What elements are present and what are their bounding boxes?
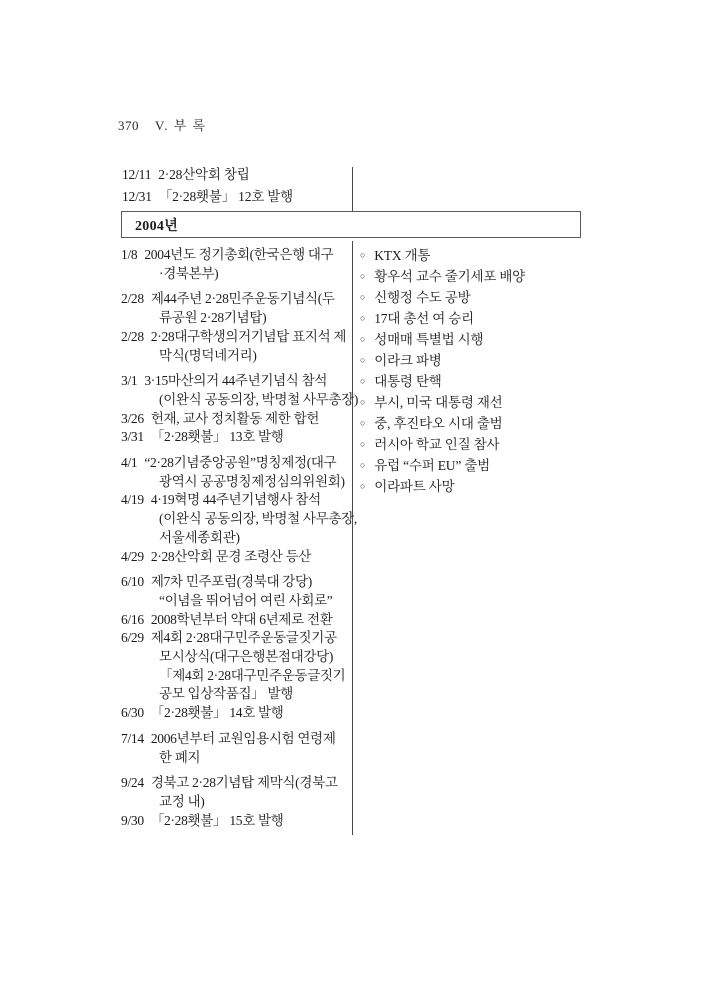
entry-date: 12/31 (122, 189, 152, 204)
timeline-entry (121, 246, 352, 283)
timeline-entry (121, 454, 352, 491)
bullet-item-text: 신행정 수도 공방 (374, 290, 471, 305)
entry-date: 3/1 (121, 373, 138, 389)
bullet-item-text: 유럽 “수퍼 EU” 출범 (374, 458, 491, 473)
entry-text: 「2·28횃불」 14호 발행 (150, 705, 284, 721)
entry-text: “2·28기념중앙공원”명칭제정(대구 (144, 455, 337, 471)
entry-text: 4·19혁명 44주년기념행사 참석 (150, 492, 321, 508)
circle-bullet-icon: ○ (360, 439, 366, 449)
entry-date: 6/10 (121, 574, 144, 590)
circle-bullet-icon: ○ (360, 292, 366, 302)
circle-bullet-icon: ○ (360, 481, 366, 491)
entry-continuation-line: 공모 입상작품집」 발행 (159, 686, 294, 702)
circle-bullet-icon: ○ (360, 250, 366, 260)
timeline-left-column (121, 246, 359, 830)
circle-bullet-icon: ○ (360, 376, 366, 386)
timeline-entry (121, 812, 352, 831)
bullet-item (360, 246, 592, 267)
timeline-entry (121, 428, 352, 447)
timeline-entry (122, 164, 354, 186)
timeline-entry (122, 186, 354, 208)
page-number: 370 (118, 118, 139, 133)
circle-bullet-icon: ○ (360, 460, 366, 470)
entry-text: 헌재, 교사 정치활동 제한 합헌 (150, 410, 320, 426)
entry-line (121, 611, 352, 630)
timeline-group (121, 573, 352, 723)
bullet-item (360, 288, 592, 309)
entry-continuation-line: 류공원 2·28기념탑) (159, 310, 267, 326)
timeline-entry (121, 548, 352, 567)
timeline-group (121, 774, 352, 830)
entry-text: 2008학년부터 약대 6년제로 전환 (150, 611, 333, 627)
entry-date: 4/1 (121, 455, 138, 471)
entry-date: 7/14 (121, 730, 144, 746)
entry-text: 제44주년 2·28민주운동기념식(두 (150, 291, 335, 307)
entry-text: 「2·28횃불」 15호 발행 (150, 812, 284, 828)
entry-line (121, 454, 352, 473)
bullet-item-text: 17대 총선 여 승리 (374, 311, 474, 326)
entry-line (122, 186, 354, 208)
entry-continuation-line: ·경북본부) (159, 265, 219, 281)
entry-date: 4/19 (121, 492, 144, 508)
entry-line (121, 428, 352, 447)
bullet-item-text: 성매매 특별법 시행 (374, 332, 484, 347)
bullet-item-text: 황우석 교수 줄기세포 배양 (374, 269, 526, 284)
entry-line (121, 410, 352, 429)
bullet-item (360, 330, 592, 351)
bullet-item-text: 대통령 탄핵 (374, 374, 442, 389)
timeline-entry (121, 573, 352, 610)
bullet-item (360, 351, 592, 372)
timeline-entry (121, 290, 352, 327)
entry-line (121, 774, 352, 793)
entry-date: 2/28 (121, 291, 144, 307)
timeline-entry (121, 629, 352, 704)
entry-continuation-line: (이완식 공동의장, 박명철 사무총장, (159, 511, 357, 527)
timeline-group (121, 372, 359, 447)
entry-date: 6/16 (121, 611, 144, 627)
bullet-item (360, 309, 592, 330)
bullet-item (360, 372, 592, 393)
timeline-group (121, 290, 352, 365)
bullet-item-text: 러시아 학교 인질 참사 (374, 437, 500, 452)
entry-line (121, 704, 352, 723)
entry-text: 경북고 2·28기념탑 제막식(경북고 (150, 775, 338, 791)
bullet-item (360, 393, 592, 414)
entry-date: 4/29 (121, 548, 144, 564)
entry-line (121, 372, 352, 391)
entry-date: 9/30 (121, 812, 144, 828)
entry-date: 6/30 (121, 705, 144, 721)
entry-date: 1/8 (121, 247, 138, 262)
entry-date: 9/24 (121, 775, 144, 791)
timeline-entry (121, 410, 352, 429)
entry-line (121, 730, 352, 749)
bullet-item (360, 477, 592, 498)
timeline-group (121, 454, 357, 566)
bullet-item-text: 중, 후진타오 시대 출범 (374, 416, 503, 431)
entry-line (121, 246, 352, 265)
entry-continuation-line: 교정 내) (159, 793, 205, 809)
entry-continuation-line: 모시상식(대구은행본점대강당) (159, 649, 334, 665)
entry-text: 2·28대구학생의거기념탑 표지석 제 (150, 328, 347, 344)
entry-line (121, 812, 352, 831)
circle-bullet-icon: ○ (360, 418, 366, 428)
circle-bullet-icon: ○ (360, 397, 366, 407)
entry-text: 제4회 2·28대구민주운동글짓기공 (150, 630, 337, 646)
bullet-item-text: KTX 개통 (374, 248, 431, 263)
timeline-group (121, 246, 352, 283)
circle-bullet-icon: ○ (360, 271, 366, 281)
timeline-entry (121, 328, 352, 365)
circle-bullet-icon: ○ (360, 313, 366, 323)
entry-line (121, 290, 352, 309)
entry-date: 3/26 (121, 410, 144, 426)
entry-continuation-line: 한 폐지 (159, 749, 201, 765)
entry-date: 2/28 (121, 328, 144, 344)
section-title: V. 부 록 (155, 118, 207, 133)
timeline-entry (121, 704, 352, 723)
entry-text: 「2·28횃불」 13호 발행 (150, 429, 284, 445)
entry-text: 2·28산악회 창립 (158, 167, 250, 182)
entry-continuation-line: 막식(명덕네거리) (159, 347, 257, 363)
circle-bullet-icon: ○ (360, 355, 366, 365)
year-label: 2004년 (135, 218, 179, 234)
entry-continuation-line: (이완식 공동의장, 박명철 사무총장) (159, 391, 359, 407)
entry-text: 제7차 민주포럼(경북대 강당) (150, 574, 312, 590)
timeline-entry (121, 372, 359, 409)
bullet-item (360, 267, 592, 288)
timeline-entry (121, 491, 357, 547)
timeline-group (121, 730, 352, 767)
entry-continuation-line: 「제4회 2·28대구민주운동글짓기 (159, 667, 346, 683)
bullet-item-text: 이라크 파병 (374, 353, 442, 368)
entry-line (121, 573, 352, 592)
bullet-item (360, 414, 592, 435)
timeline-entry (121, 611, 352, 630)
bullet-item-text: 부시, 미국 대통령 재선 (374, 395, 503, 410)
entry-continuation-line: 광역시 공공명칭제정심의위원회) (159, 473, 345, 489)
column-divider-main (352, 241, 353, 835)
year-header-box (121, 211, 581, 238)
entry-date: 12/11 (122, 167, 152, 182)
entry-line (121, 629, 352, 648)
entry-text: 3·15마산의거 44주년기념식 참석 (144, 373, 328, 389)
entry-line (121, 491, 352, 510)
entry-text: 2004년도 정기총회(한국은행 대구 (144, 247, 334, 262)
bullet-item (360, 456, 592, 477)
entry-line (122, 164, 354, 186)
circle-bullet-icon: ○ (360, 334, 366, 344)
timeline-right-column (360, 246, 592, 498)
entry-date: 3/31 (121, 429, 144, 445)
entry-date: 6/29 (121, 630, 144, 646)
timeline-entry (121, 730, 352, 767)
entry-line (121, 328, 352, 347)
entry-text: 「2·28횃불」 12호 발행 (158, 189, 293, 204)
timeline-entry (121, 774, 352, 811)
entry-line (121, 548, 352, 567)
bullet-item (360, 435, 592, 456)
entry-text: 2006년부터 교원임용시험 연령제 (150, 730, 336, 746)
page-header (118, 115, 207, 134)
column-divider-top (352, 167, 353, 211)
entry-continuation-line: 서울세종회관) (159, 529, 240, 545)
entry-text: 2·28산악회 문경 조령산 등산 (150, 548, 311, 564)
pre-year-list (122, 164, 354, 208)
entry-continuation-line: “이념을 뛰어넘어 여린 사회로” (159, 592, 333, 608)
bullet-item-text: 이라파트 사망 (374, 479, 455, 494)
